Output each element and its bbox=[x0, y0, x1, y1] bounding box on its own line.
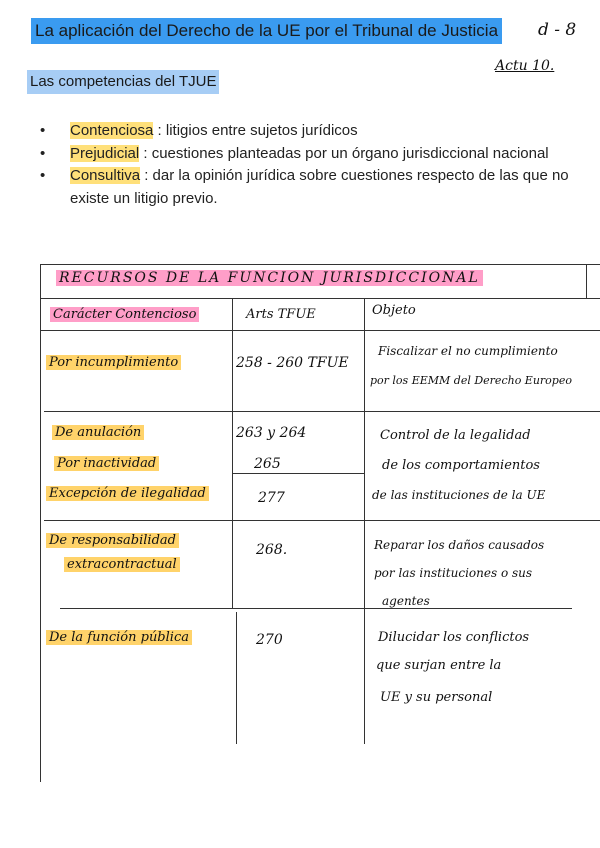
bullet-icon: • bbox=[40, 144, 46, 162]
recurso-anulacion: De anulación bbox=[52, 425, 144, 440]
arts-anulacion: 263 y 264 bbox=[236, 425, 307, 441]
table-border-left bbox=[40, 264, 41, 782]
bullet-icon: • bbox=[40, 122, 46, 139]
column-header-arts: Arts TFUE bbox=[246, 307, 316, 322]
recurso-excepcion-ilegalidad: Excepción de ilegalidad bbox=[46, 486, 209, 501]
objeto-funcion-publica-1: Dilucidar los conflictos bbox=[378, 630, 530, 645]
bullet-icon: • bbox=[40, 167, 46, 184]
term-highlight: Prejudicial bbox=[70, 144, 140, 162]
table-border-top bbox=[40, 264, 600, 265]
objeto-funcion-publica-2: que surjan entre la bbox=[376, 658, 502, 673]
handwritten-page-note: d - 8 bbox=[538, 20, 577, 40]
objeto-responsabilidad-3: agentes bbox=[382, 594, 430, 608]
term-description: : litigios entre sujetos jurídicos bbox=[153, 122, 358, 139]
objeto-anulacion-2: de los comportamientos bbox=[382, 458, 540, 473]
objeto-anulacion-1: Control de la legalidad bbox=[380, 428, 531, 443]
term-description: : cuestiones planteadas por un órgano jurisdiccional nacional bbox=[139, 144, 549, 162]
objeto-funcion-publica-3: UE y su personal bbox=[380, 690, 493, 705]
table-border-right bbox=[586, 264, 587, 298]
recurso-funcion-publica: De la función pública bbox=[46, 630, 192, 645]
table-rule bbox=[44, 411, 600, 412]
list-item bbox=[40, 165, 580, 210]
table-rule bbox=[232, 473, 364, 474]
competencias-list bbox=[40, 120, 580, 210]
column-header-objeto: Objeto bbox=[372, 303, 416, 318]
list-item bbox=[40, 143, 580, 166]
column-header-caracter: Carácter Contencioso bbox=[50, 307, 199, 322]
arts-excepcion: 277 bbox=[258, 490, 285, 506]
arts-incumplimiento: 258 - 260 TFUE bbox=[236, 355, 349, 371]
recurso-inactividad: Por inactividad bbox=[54, 456, 159, 471]
table-column-line bbox=[232, 298, 233, 608]
arts-responsabilidad: 268. bbox=[256, 542, 288, 558]
arts-funcion-publica: 270 bbox=[256, 632, 283, 648]
arts-inactividad: 265 bbox=[254, 456, 281, 472]
recurso-responsabilidad: De responsabilidad bbox=[46, 533, 179, 548]
objeto-responsabilidad-1: Reparar los daños causados bbox=[374, 538, 545, 552]
table-rule bbox=[40, 298, 600, 299]
table-rule bbox=[60, 608, 572, 609]
objeto-incumplimiento-1: Fiscalizar el no cumplimiento bbox=[378, 344, 558, 358]
term-highlight: Consultiva bbox=[70, 167, 141, 184]
table-rule bbox=[44, 520, 600, 521]
table-column-line bbox=[364, 298, 365, 744]
list-item bbox=[40, 120, 580, 143]
recurso-extracontractual: extracontractual bbox=[64, 557, 180, 572]
recurso-incumplimiento: Por incumplimiento bbox=[46, 355, 181, 370]
section-subtitle: Las competencias del TJUE bbox=[27, 70, 219, 94]
term-description: : dar la opinión jurídica sobre cuestiones respecto de las que no existe un litigio previo. bbox=[70, 167, 569, 207]
table-column-line bbox=[236, 612, 237, 744]
table-heading: RECURSOS DE LA FUNCION JURISDICCIONAL bbox=[56, 270, 483, 286]
objeto-responsabilidad-2: por las instituciones o sus bbox=[374, 566, 533, 580]
objeto-anulacion-3: de las instituciones de la UE bbox=[372, 488, 546, 502]
page-title: La aplicación del Derecho de la UE por el Tribunal de Justicia bbox=[31, 18, 502, 44]
table-rule bbox=[40, 330, 600, 331]
term-highlight: Contenciosa bbox=[70, 122, 154, 139]
objeto-incumplimiento-2: por los EEMM del Derecho Europeo bbox=[370, 374, 572, 387]
handwritten-actu-note: Actu 10. bbox=[495, 58, 555, 74]
